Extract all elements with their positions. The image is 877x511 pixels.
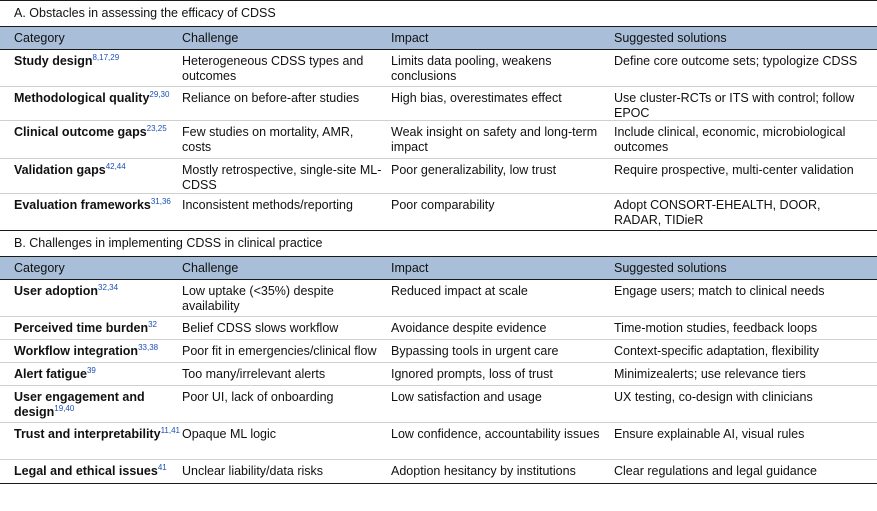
column-header: Suggested solutions <box>614 30 727 45</box>
impact-cell: Weak insight on safety and long-term impact <box>391 125 598 154</box>
reference-superscript: 32,34 <box>98 282 119 292</box>
solution-cell: Define core outcome sets; typologize CDSS <box>614 54 858 68</box>
solution-cell: Ensure explainable AI, visual rules <box>614 427 805 441</box>
category-cell <box>0 423 182 445</box>
reference-superscript: 11,41 <box>160 425 180 435</box>
impact-cell: Reduced impact at scale <box>391 284 528 298</box>
category-label: Legal and ethical issues <box>14 464 158 478</box>
category-cell <box>0 340 182 362</box>
challenge-cell: Inconsistent methods/reporting <box>182 198 353 212</box>
challenge-cell: Poor fit in emergencies/clinical flow <box>182 344 377 358</box>
impact-cell: Poor comparability <box>391 198 495 212</box>
impact-cell: Low satisfaction and usage <box>391 390 542 404</box>
solution-cell: Include clinical, economic, microbiological outcomes <box>614 125 846 154</box>
category-label: Validation gaps <box>14 163 106 177</box>
impact-cell: Avoidance despite evidence <box>391 321 547 335</box>
table-row <box>0 363 877 386</box>
column-header-row <box>0 27 877 50</box>
impact-cell: Ignored prompts, loss of trust <box>391 367 553 381</box>
challenge-cell: Too many/irrelevant alerts <box>182 367 326 381</box>
reference-superscript: 31,36 <box>150 196 171 206</box>
category-label: User adoption <box>14 284 99 298</box>
solution-cell: Require prospective, multi-center validation <box>614 163 854 177</box>
section-title: A. Obstacles in assessing the efficacy of CDSS <box>0 0 877 27</box>
reference-superscript: 42,44 <box>105 161 126 171</box>
impact-cell: Poor generalizability, low trust <box>391 163 557 177</box>
category-label: Workflow integration <box>14 344 139 358</box>
category-cell <box>0 460 182 482</box>
category-label: Evaluation frameworks <box>14 198 151 212</box>
section-title: B. Challenges in implementing CDSS in clinical practice <box>0 231 877 257</box>
column-header: Challenge <box>182 260 239 275</box>
column-header: Impact <box>391 260 429 275</box>
reference-superscript: 32 <box>148 319 157 329</box>
category-cell <box>0 121 182 143</box>
challenge-cell: Opaque ML logic <box>182 427 277 441</box>
reference-superscript: 8,17,29 <box>92 52 120 62</box>
challenge-cell: Unclear liability/data risks <box>182 464 324 478</box>
category-label: Perceived time burden <box>14 321 149 335</box>
category-cell <box>0 50 182 72</box>
category-label: Methodological quality <box>14 91 150 105</box>
reference-superscript: 23,25 <box>146 123 167 133</box>
solution-cell: Use cluster-RCTs or ITS with control; follow EPOC <box>614 91 855 120</box>
category-cell <box>0 386 182 423</box>
table-row <box>0 317 877 340</box>
category-cell <box>0 194 182 216</box>
impact-cell: Low confidence, accountability issues <box>391 427 600 441</box>
reference-superscript: 29,30 <box>149 89 170 99</box>
table-row <box>0 340 877 363</box>
challenge-cell: Heterogeneous CDSS types and outcomes <box>182 54 364 83</box>
category-label: Clinical outcome gaps <box>14 125 147 139</box>
category-label: Study design <box>14 54 93 68</box>
challenge-cell: Few studies on mortality, AMR, costs <box>182 125 354 154</box>
solution-cell: Context-specific adaptation, flexibility <box>614 344 819 358</box>
table-row <box>0 50 877 87</box>
reference-superscript: 33,38 <box>138 342 159 352</box>
column-header: Challenge <box>182 30 239 45</box>
column-header: Impact <box>391 30 429 45</box>
table-row <box>0 194 877 231</box>
category-cell <box>0 317 182 339</box>
impact-cell: Bypassing tools in urgent care <box>391 344 559 358</box>
reference-superscript: 19,40 <box>54 403 75 413</box>
solution-cell: Clear regulations and legal guidance <box>614 464 817 478</box>
solution-cell: Adopt CONSORT-EHEALTH, DOOR, RADAR, TIDieR <box>614 198 821 227</box>
reference-superscript: 41 <box>157 462 167 472</box>
impact-cell: Limits data pooling, weakens conclusions <box>391 54 552 83</box>
category-label: User engagement and design <box>14 390 145 419</box>
table-row <box>0 280 877 317</box>
column-header: Category <box>14 30 65 45</box>
challenge-cell: Mostly retrospective, single-site ML-CDSS <box>182 163 382 192</box>
column-header-row <box>0 257 877 280</box>
category-label: Alert fatigue <box>14 367 87 381</box>
category-cell <box>0 363 182 385</box>
table-row <box>0 460 877 484</box>
challenge-cell: Reliance on before-after studies <box>182 91 360 105</box>
solution-cell: Minimizealerts; use relevance tiers <box>614 367 806 381</box>
table-row <box>0 121 877 159</box>
reference-superscript: 39 <box>86 365 96 375</box>
category-cell <box>0 87 182 109</box>
solution-cell: UX testing, co-design with clinicians <box>614 390 813 404</box>
impact-cell: Adoption hesitancy by institutions <box>391 464 576 478</box>
challenge-cell: Low uptake (<35%) despite availability <box>182 284 334 313</box>
category-cell <box>0 280 182 302</box>
impact-cell: High bias, overestimates effect <box>391 91 562 105</box>
challenge-cell: Poor UI, lack of onboarding <box>182 390 334 404</box>
category-label: Trust and interpretability <box>14 427 161 441</box>
table-row <box>0 423 877 460</box>
solution-cell: Engage users; match to clinical needs <box>614 284 825 298</box>
challenge-cell: Belief CDSS slows workflow <box>182 321 339 335</box>
column-header: Suggested solutions <box>614 260 727 275</box>
table-row <box>0 159 877 194</box>
column-header: Category <box>14 260 65 275</box>
solution-cell: Time-motion studies, feedback loops <box>614 321 818 335</box>
table-row <box>0 87 877 121</box>
table-row <box>0 386 877 423</box>
category-cell <box>0 159 182 181</box>
